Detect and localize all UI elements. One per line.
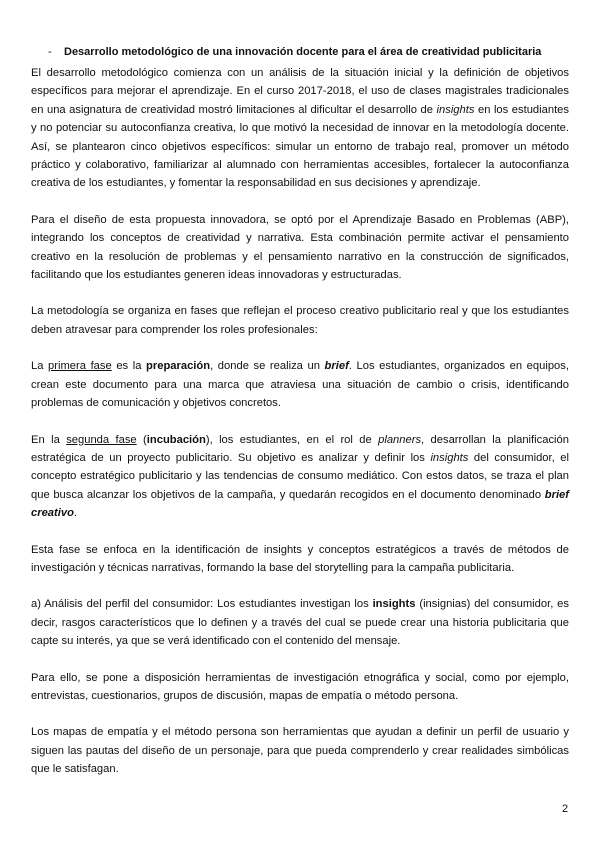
p7-insights-term: insights — [372, 598, 416, 611]
paragraph-9: Los mapas de empatía y el método persona son herramientas que ayudan a definir un perfil de usuario y siguen las pautas del diseño de un personaje, para que pueda comprenderlo y crear realidades simbólicas que le satisfagan. — [31, 726, 569, 776]
p1-text: El desarrollo metodológico comienza con un análisis de la situación inicial y la definición de objetivos específicos para mejorar el aprendizaje. En el curso 2017-2018, el uso de clases magistrales tradicionales en una asignatura de creatividad mostró limitaciones al dificultar el desarrollo de — [31, 67, 569, 116]
p7-text: a) Análisis del perfil del consumidor: Los estudiantes investigan los — [31, 598, 373, 611]
paragraph-3: La metodología se organiza en fases que reflejan el proceso creativo publicitario real y que los estudiantes deben atravesar para comprender los roles profesionales: — [31, 305, 569, 336]
p4-first-phase: primera fase — [48, 360, 112, 373]
p4-preparation-term: preparación — [146, 360, 211, 373]
p5-text: , desarrollan la planificación estratégica de un proyecto publicitario. Su objetivo es analizar y definir los — [31, 433, 569, 464]
p5-incubation-term: incubación — [146, 433, 206, 446]
p5-insights-term: insights — [430, 451, 469, 464]
paragraph-5 — [31, 431, 569, 523]
p5-text: del consumidor, el concepto estratégico publicitario y las tendencias de consumo mediático. Con estos datos, se traza el plan que busca alcanzar los objetivos de la campaña, y quedarán recogidos en el documento denominado — [31, 451, 570, 501]
p5-second-phase: segunda fase — [66, 433, 137, 446]
paragraph-4 — [31, 357, 569, 412]
p4-text: , donde se realiza un — [210, 360, 325, 373]
page-number: 2 — [562, 803, 569, 815]
p5-text: ), los estudiantes, en el rol de — [205, 433, 379, 446]
p1-insights-term: insights — [436, 103, 475, 116]
paragraph-7 — [31, 595, 569, 650]
p4-brief-term: brief — [324, 360, 349, 373]
paragraph-6: Esta fase se enfoca en la identificación de insights y conceptos estratégicos a través de métodos de investigación y técnicas narrativas, formando la base del storytelling para la campaña publicitaria. — [31, 543, 569, 574]
section-heading — [48, 44, 568, 60]
heading-bullet: - — [48, 46, 52, 58]
p4-text: La — [31, 360, 49, 373]
p5-text: ( — [136, 433, 147, 446]
document-body — [31, 64, 569, 797]
p5-planners-term: planners — [378, 433, 422, 446]
p5-text: . — [73, 507, 78, 520]
p1-text-cont: en los estudiantes y no potenciar su autoconfianza creativa, lo que motivó la necesidad de innovar en la metodología docente. Así, se plantearon cinco objetivos específicos: simular un entorno de trabajo real, promover un método práctico y colaborativo, familiarizar al alumnado con herramientas accesibles, fortalecer la autoconfianza creativa de los estudiantes, y fomentar la responsabilidad en sus decisiones y aprendizaje. — [31, 103, 570, 190]
p7-text: (insignias) del consumidor, es decir, rasgos característicos que lo definen y a través del cual se puede crear una historia publicitaria que capte su interés, ya que se verá identificado con el contenido del mensaje. — [31, 598, 569, 648]
p4-text: es la — [111, 360, 147, 373]
p5-brief-creativo-term: brief creativo — [31, 488, 569, 520]
paragraph-2: Para el diseño de esta propuesta innovadora, se optó por el Aprendizaje Basado en Problemas (ABP), integrando los conceptos de creatividad y narrativa. Esta combinación permite activar el pensamiento creativo en la resolución de problemas y el pensamiento narrativo en la construcción de significados, facilitando que los estudiantes generen ideas innovadoras y estructuradas. — [31, 213, 569, 282]
heading-title: Desarrollo metodológico de una innovación docente para el área de creatividad publicitaria — [64, 46, 542, 58]
p4-text: . Los estudiantes, organizados en equipos, crean este documento para una marca que atraviesa una situación de cambio o crisis, identificando problemas de comunicación y objetivos concretos. — [31, 360, 569, 410]
paragraph-1 — [31, 64, 569, 193]
p5-text: En la — [31, 433, 67, 446]
paragraph-8: Para ello, se pone a disposición herramientas de investigación etnográfica y social, como por ejemplo, entrevistas, cuestionarios, grupos de discusión, mapas de empatía o método persona. — [31, 671, 569, 702]
